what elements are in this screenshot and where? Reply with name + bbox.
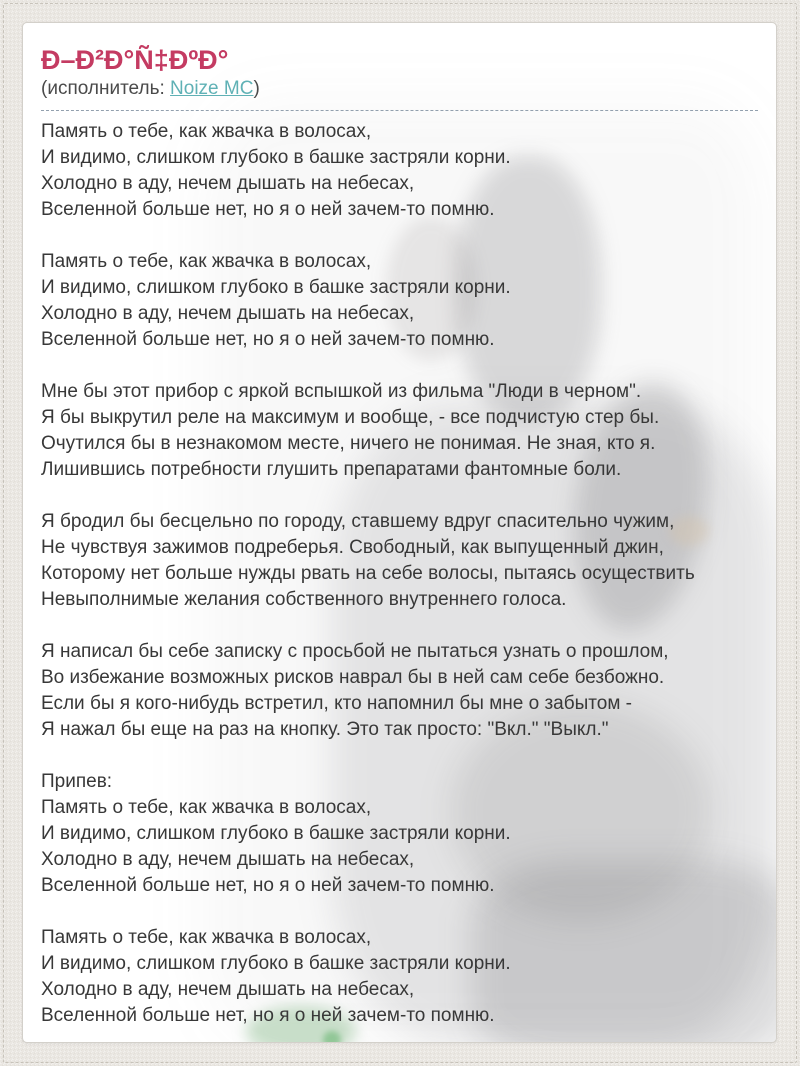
- lyrics-stanza: [41, 639, 758, 743]
- lyrics-line: Вселенной больше нет, но я о ней зачем-то помню.: [41, 198, 495, 220]
- lyrics-line: И видимо, слишком глубоко в башке застряли корни.: [41, 952, 511, 974]
- lyrics-line: И видимо, слишком глубоко в башке застряли корни.: [41, 276, 511, 298]
- photo-guitar-green-dot: [323, 1031, 341, 1043]
- lyrics-line: Невыполнимые желания собственного внутреннего голоса.: [41, 588, 567, 610]
- lyrics-line: Которому нет больше нужды рвать на себе волосы, пытаясь осуществить: [41, 562, 695, 584]
- lyrics-line: Лишившись потребности глушить препаратами фантомные боли.: [41, 458, 622, 480]
- lyrics-line: Я написал бы себе записку с просьбой не пытаться узнать о прошлом,: [41, 640, 669, 662]
- lyrics-stanza: [41, 249, 758, 353]
- lyrics-stanza: [41, 379, 758, 483]
- song-title: Ð–Ð²Ð°Ñ‡ÐºÐ°: [41, 45, 229, 75]
- lyrics-line: Я бы выкрутил реле на максимум и вообще, - все подчистую стер бы.: [41, 406, 660, 428]
- lyrics-stanza: [41, 769, 758, 899]
- lyrics-line: Я нажал бы еще на раз на кнопку. Это так просто: "Вкл." "Выкл.": [41, 718, 609, 740]
- lyrics-line: Мне бы этот прибор с яркой вспышкой из фильма "Люди в черном".: [41, 380, 642, 402]
- lyrics-line: И видимо, слишком глубоко в башке застряли корни.: [41, 822, 511, 844]
- lyrics-line: Холодно в аду, нечем дышать на небесах,: [41, 302, 415, 324]
- lyrics-line: Холодно в аду, нечем дышать на небесах,: [41, 172, 415, 194]
- content: [23, 23, 776, 1029]
- lyrics-card: [22, 22, 777, 1043]
- lyrics-line: Вселенной больше нет, но я о ней зачем-то помню.: [41, 1004, 495, 1026]
- lyrics-line: Я бродил бы бесцельно по городу, ставшему вдруг спасительно чужим,: [41, 510, 675, 532]
- lyrics-line: Если бы я кого-нибудь встретил, кто напомнил бы мне о забытом -: [41, 692, 632, 714]
- lyrics-line: Память о тебе, как жвачка в волосах,: [41, 250, 372, 272]
- lyrics-line: Память о тебе, как жвачка в волосах,: [41, 120, 372, 142]
- lyrics-stanza: [41, 925, 758, 1029]
- lyrics-line: Припев:: [41, 770, 113, 792]
- lyrics-line: Во избежание возможных рисков наврал бы в ней сам себе безбожно.: [41, 666, 665, 688]
- subtitle-prefix: (исполнитель:: [41, 78, 171, 100]
- lyrics-stanza: [41, 509, 758, 613]
- lyrics-line: Вселенной больше нет, но я о ней зачем-то помню.: [41, 328, 495, 350]
- lyrics-line: Память о тебе, как жвачка в волосах,: [41, 926, 372, 948]
- lyrics-stanza: [41, 119, 758, 223]
- lyrics-line: Холодно в аду, нечем дышать на небесах,: [41, 848, 415, 870]
- lyrics-line: Вселенной больше нет, но я о ней зачем-то помню.: [41, 874, 495, 896]
- artist-link[interactable]: Noize MC: [170, 78, 254, 100]
- lyrics-line: Не чувствуя зажимов подреберья. Свободный, как выпущенный джин,: [41, 536, 664, 558]
- lyrics-line: И видимо, слишком глубоко в башке застряли корни.: [41, 146, 511, 168]
- subtitle-suffix: ): [253, 78, 260, 100]
- lyrics-line: Холодно в аду, нечем дышать на небесах,: [41, 978, 415, 1000]
- subtitle: [41, 78, 758, 111]
- lyrics-line: Память о тебе, как жвачка в волосах,: [41, 796, 372, 818]
- lyrics: [41, 119, 758, 1029]
- lyrics-line: Очутился бы в незнакомом месте, ничего не понимая. Не зная, кто я.: [41, 432, 656, 454]
